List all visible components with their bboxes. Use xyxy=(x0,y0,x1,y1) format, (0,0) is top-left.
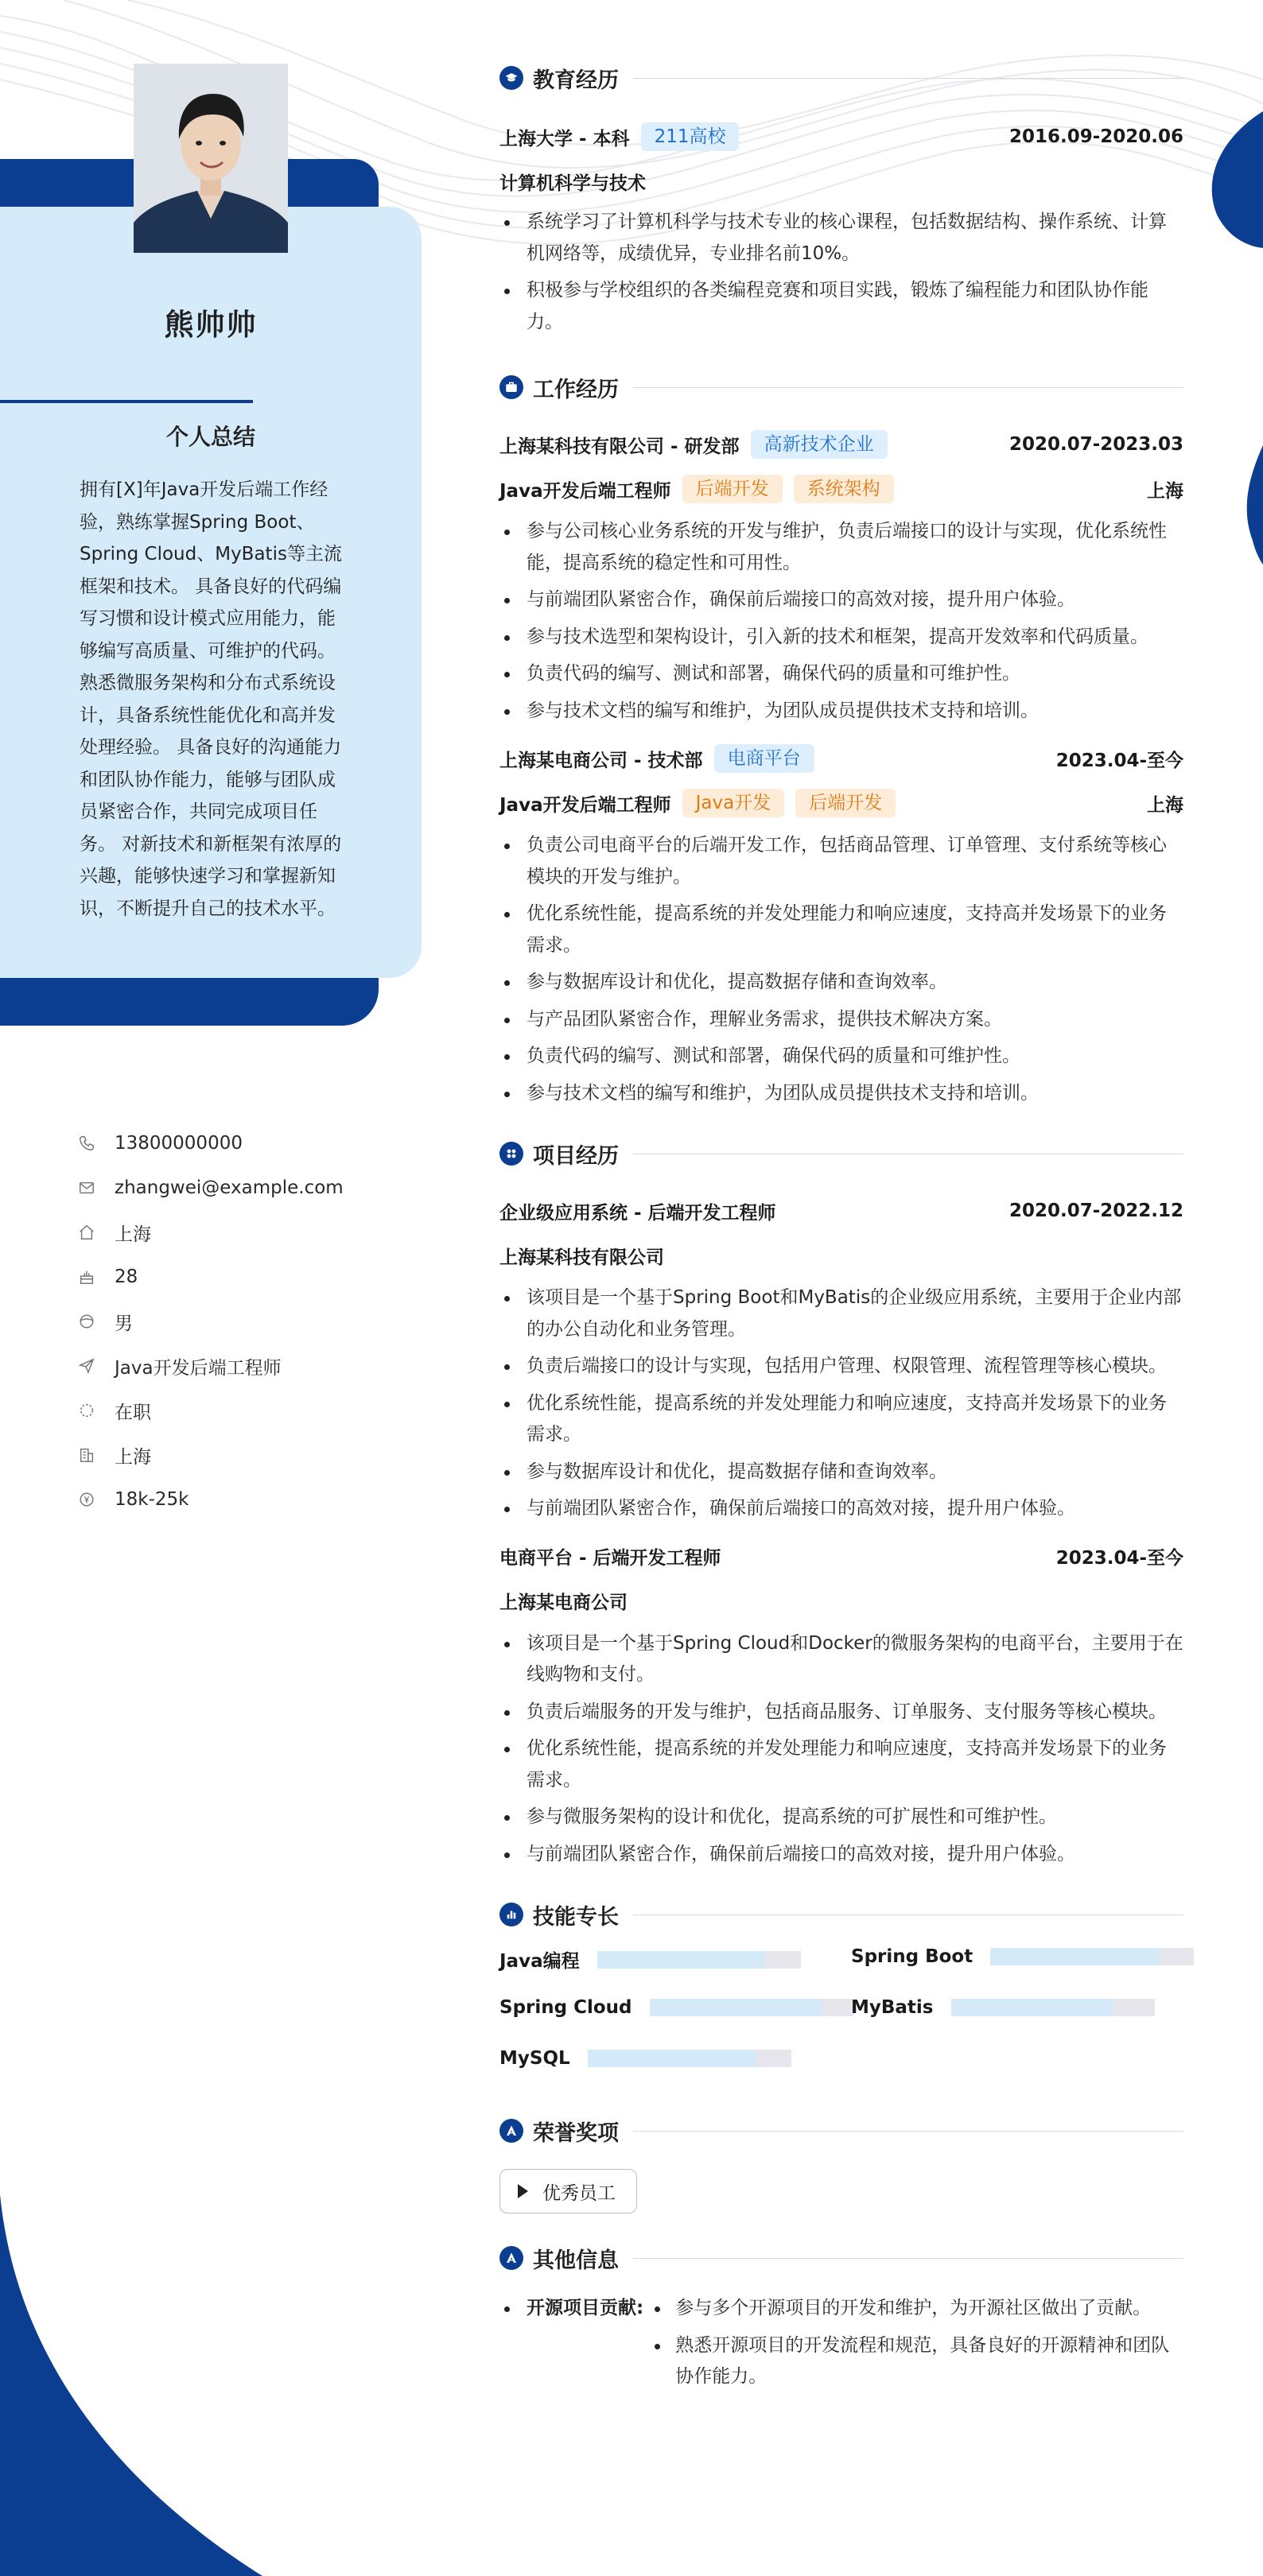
project-entry xyxy=(499,1534,1183,1871)
summary-text: 拥有[X]年Java开发后端工作经验，熟练掌握Spring Boot、Spring Cloud、MyBatis等主流框架和技术。 具备良好的代码编写习惯和设计模式应用能力，能够编写高质量、可维护的代码。 熟悉微服务架构和分布式系统设计，具备系统性能优化和高并发处理经验。 具备良好的沟通能力和团队协作能力，能够与团队成员紧密合作，共同完成项目任务。 对新技术和新框架有浓厚的兴趣，能够快速学习和掌握新知识，不断提升自己的技术水平。 xyxy=(80,479,342,919)
job-role: Java开发后端工程师 xyxy=(499,794,671,816)
list-item: 参与技术文档的编写和维护，为团队成员提供技术支持和培训。 xyxy=(499,1078,1183,1110)
contact-list xyxy=(76,1121,410,1522)
list-item: 负责后端接口的设计与实现，包括用户管理、权限管理、流程管理等核心模块。 xyxy=(499,1351,1183,1383)
skills-section xyxy=(499,1894,1183,2097)
skill-item xyxy=(499,1997,853,2018)
job-entry xyxy=(499,422,1183,727)
section-header xyxy=(499,1133,1183,1174)
project-date: 2023.04-至今 xyxy=(1055,1548,1183,1569)
section-header xyxy=(499,57,1183,99)
award-badge[interactable] xyxy=(499,2169,637,2213)
send-icon xyxy=(76,1356,97,1376)
skill-bar xyxy=(597,1951,801,1969)
skill-bar xyxy=(588,2050,791,2067)
section-title: 教育经历 xyxy=(533,68,619,93)
skill-bar xyxy=(990,1948,1194,1965)
section-header xyxy=(499,2237,1183,2279)
contact-value: 在职 xyxy=(115,1402,151,1423)
mail-icon xyxy=(76,1177,97,1198)
job-bullets xyxy=(499,516,1183,727)
list-item: 参与技术文档的编写和维护，为团队成员提供技术支持和培训。 xyxy=(499,696,1183,727)
list-item: 优化系统性能，提高系统的并发处理能力和响应速度，支持高并发场景下的业务需求。 xyxy=(499,1388,1183,1451)
skill-bar-fill xyxy=(597,1951,764,1969)
section-divider xyxy=(633,78,1183,79)
job-entry xyxy=(499,736,1183,1109)
contact-value: 男 xyxy=(115,1313,133,1334)
skill-bar-fill xyxy=(951,1999,1114,2016)
projects-section xyxy=(499,1133,1183,1870)
list-item: 负责代码的编写、测试和部署，确保代码的质量和可维护性。 xyxy=(499,658,1183,690)
section-divider xyxy=(633,2258,1183,2259)
list-item: 参与技术选型和架构设计，引入新的技术和框架，提高开发效率和代码质量。 xyxy=(499,622,1183,654)
project-date: 2020.07-2022.12 xyxy=(1008,1201,1183,1221)
contact-gender xyxy=(76,1299,410,1344)
contact-status xyxy=(76,1388,410,1433)
skill-item xyxy=(499,2048,791,2069)
section-header xyxy=(499,2110,1183,2151)
list-item: 熟悉开源项目的开发流程和规范，具备良好的开源精神和团队协作能力。 xyxy=(650,2330,1183,2393)
contact-value: Java开发后端工程师 xyxy=(115,1357,282,1379)
job-company-row xyxy=(499,736,1183,781)
project-company: 上海某科技有限公司 xyxy=(499,1247,664,1268)
job-date: 2023.04-至今 xyxy=(1055,750,1183,771)
contact-value: 28 xyxy=(115,1267,138,1287)
job-company-row xyxy=(499,422,1183,467)
contact-salary xyxy=(76,1477,410,1522)
list-item: 参与微服务架构的设计和优化，提高系统的可扩展性和可维护性。 xyxy=(499,1802,1183,1833)
company-tag: 高新技术企业 xyxy=(751,430,888,459)
job-role-row xyxy=(499,467,1183,511)
project-name-row xyxy=(499,1534,1183,1579)
award-label: 优秀员工 xyxy=(542,2182,616,2204)
company-tag: 电商平台 xyxy=(714,744,814,773)
contact-work-city xyxy=(76,1433,410,1477)
list-item: 负责后端服务的开发与维护，包括商品服务、订单服务、支付服务等核心模块。 xyxy=(499,1697,1183,1728)
phone-icon xyxy=(76,1133,97,1154)
section-header xyxy=(499,1894,1183,1935)
major-row xyxy=(499,159,1183,204)
section-divider xyxy=(633,387,1183,388)
school-tag: 211高校 xyxy=(641,122,740,151)
job-bullets xyxy=(499,830,1183,1109)
contact-value: 上海 xyxy=(115,1446,151,1468)
project-company-row xyxy=(499,1233,1183,1278)
education-row xyxy=(499,114,1183,159)
skill-name: MySQL xyxy=(499,2048,570,2069)
bar-chart-icon xyxy=(499,1903,523,1926)
job-location: 上海 xyxy=(1147,480,1183,502)
person-name: 熊帅帅 xyxy=(164,308,258,342)
contact-value: 上海 xyxy=(115,1224,151,1245)
project-bullets xyxy=(499,1282,1183,1525)
project-name-row xyxy=(499,1189,1183,1233)
company-name: 上海某电商公司 - 技术部 xyxy=(499,750,703,771)
briefcase-icon xyxy=(499,375,523,399)
section-title: 荣誉奖项 xyxy=(533,2120,619,2146)
list-item: 参与多个开源项目的开发和维护，为开源社区做出了贡献。 xyxy=(650,2293,1183,2325)
major: 计算机科学与技术 xyxy=(499,173,646,194)
skill-item xyxy=(499,1946,801,1973)
contact-value: 18k-25k xyxy=(115,1489,189,1510)
avatar xyxy=(134,64,288,253)
skill-item xyxy=(851,1997,1155,2018)
list-item: 该项目是一个基于Spring Cloud和Docker的微服务架构的电商平台，主要用于在线购物和支付。 xyxy=(499,1628,1183,1691)
play-icon xyxy=(518,2184,528,2198)
building-icon xyxy=(76,1445,97,1465)
salary-icon xyxy=(76,1489,97,1510)
work-section xyxy=(499,367,1183,1109)
skill-bar-fill xyxy=(990,1948,1159,1965)
list-item: 参与数据库设计和优化，提高数据存储和查询效率。 xyxy=(499,967,1183,999)
main-content xyxy=(499,57,1183,2399)
job-role-row xyxy=(499,781,1183,825)
job-role: Java开发后端工程师 xyxy=(499,480,671,502)
contact-value: zhangwei@example.com xyxy=(115,1177,344,1198)
section-title: 技能专长 xyxy=(533,1904,619,1930)
summary-title: 个人总结 xyxy=(165,424,255,450)
list-item: 负责公司电商平台的后端开发工作，包括商品管理、订单管理、支付系统等核心模块的开发与维护。 xyxy=(499,830,1183,893)
list-item: 该项目是一个基于Spring Boot和MyBatis的企业级应用系统，主要用于企业内部的办公自动化和业务管理。 xyxy=(499,1282,1183,1345)
list-item: 与前端团队紧密合作，确保前后端接口的高效对接，提升用户体验。 xyxy=(499,1493,1183,1525)
grid-icon xyxy=(499,1142,523,1166)
role-tag: 后端开发 xyxy=(682,475,783,503)
info-icon xyxy=(499,2246,523,2270)
contact-value: 13800000000 xyxy=(115,1133,243,1154)
list-item: 参与公司核心业务系统的开发与维护，负责后端接口的设计与实现，优化系统性能，提高系统的稳定性和可用性。 xyxy=(499,516,1183,579)
contact-age xyxy=(76,1255,410,1299)
job-location: 上海 xyxy=(1147,794,1183,816)
home-icon xyxy=(76,1222,97,1243)
skill-name: Spring Boot xyxy=(851,1946,973,1967)
section-title: 其他信息 xyxy=(533,2248,619,2273)
education-bullets xyxy=(499,207,1183,338)
other-info-bullets xyxy=(650,2293,1183,2399)
project-company-row xyxy=(499,1579,1183,1624)
education-section xyxy=(499,57,1183,338)
skill-name: Java编程 xyxy=(499,1951,580,1972)
project-name: 电商平台 - 后端开发工程师 xyxy=(499,1548,721,1569)
other-info-row xyxy=(499,2293,1183,2399)
role-tag: 后端开发 xyxy=(795,789,896,817)
contact-city xyxy=(76,1210,410,1255)
list-item: 负责代码的编写、测试和部署，确保代码的质量和可维护性。 xyxy=(499,1041,1183,1073)
list-item: 系统学习了计算机科学与技术专业的核心课程，包括数据结构、操作系统、计算机网络等，成绩优异，专业排名前10%。 xyxy=(499,207,1183,270)
school-name: 上海大学 - 本科 xyxy=(499,128,630,149)
section-title: 项目经历 xyxy=(533,1143,619,1169)
project-name: 企业级应用系统 - 后端开发工程师 xyxy=(499,1202,776,1224)
job-date: 2020.07-2023.03 xyxy=(1008,434,1183,455)
contact-email xyxy=(76,1166,410,1210)
skill-name: MyBatis xyxy=(851,1997,934,2018)
other-info-key: 开源项目贡献: xyxy=(499,2293,643,2399)
skill-bar xyxy=(951,1999,1155,2016)
skill-bar-fill xyxy=(588,2050,756,2067)
skill-item xyxy=(851,1946,1194,1967)
section-title: 工作经历 xyxy=(533,377,619,402)
awards-section xyxy=(499,2110,1183,2213)
education-date: 2016.09-2020.06 xyxy=(1008,126,1183,147)
contact-position xyxy=(76,1344,410,1388)
other-section xyxy=(499,2237,1183,2399)
skills-grid xyxy=(499,1946,1183,2097)
role-tag: Java开发 xyxy=(682,789,785,817)
project-bullets xyxy=(499,1628,1183,1871)
list-item: 与产品团队紧密合作，理解业务需求，提供技术解决方案。 xyxy=(499,1004,1183,1036)
section-header xyxy=(499,367,1183,408)
skill-bar-fill xyxy=(650,1999,823,2016)
summary-divider xyxy=(0,400,253,403)
section-divider xyxy=(633,2131,1183,2132)
project-entry xyxy=(499,1189,1183,1525)
role-tag: 系统架构 xyxy=(794,475,894,503)
list-item: 参与数据库设计和优化，提高数据存储和查询效率。 xyxy=(499,1457,1183,1488)
project-company: 上海某电商公司 xyxy=(499,1593,628,1613)
skill-name: Spring Cloud xyxy=(499,1997,632,2018)
list-item: 积极参与学校组织的各类编程竞赛和项目实践，锻炼了编程能力和团队协作能力。 xyxy=(499,275,1183,338)
company-name: 上海某科技有限公司 - 研发部 xyxy=(499,436,740,457)
gender-icon xyxy=(76,1311,97,1332)
list-item: 与前端团队紧密合作，确保前后端接口的高效对接，提升用户体验。 xyxy=(499,1839,1183,1871)
status-icon xyxy=(76,1400,97,1421)
list-item: 与前端团队紧密合作，确保前后端接口的高效对接，提升用户体验。 xyxy=(499,584,1183,616)
list-item: 优化系统性能，提高系统的并发处理能力和响应速度，支持高并发场景下的业务需求。 xyxy=(499,898,1183,961)
skill-bar xyxy=(650,1999,853,2016)
list-item: 优化系统性能，提高系统的并发处理能力和响应速度，支持高并发场景下的业务需求。 xyxy=(499,1733,1183,1796)
award-icon xyxy=(499,2119,523,2143)
cake-icon xyxy=(76,1267,97,1287)
graduation-cap-icon xyxy=(499,66,523,90)
contact-phone xyxy=(76,1121,410,1166)
